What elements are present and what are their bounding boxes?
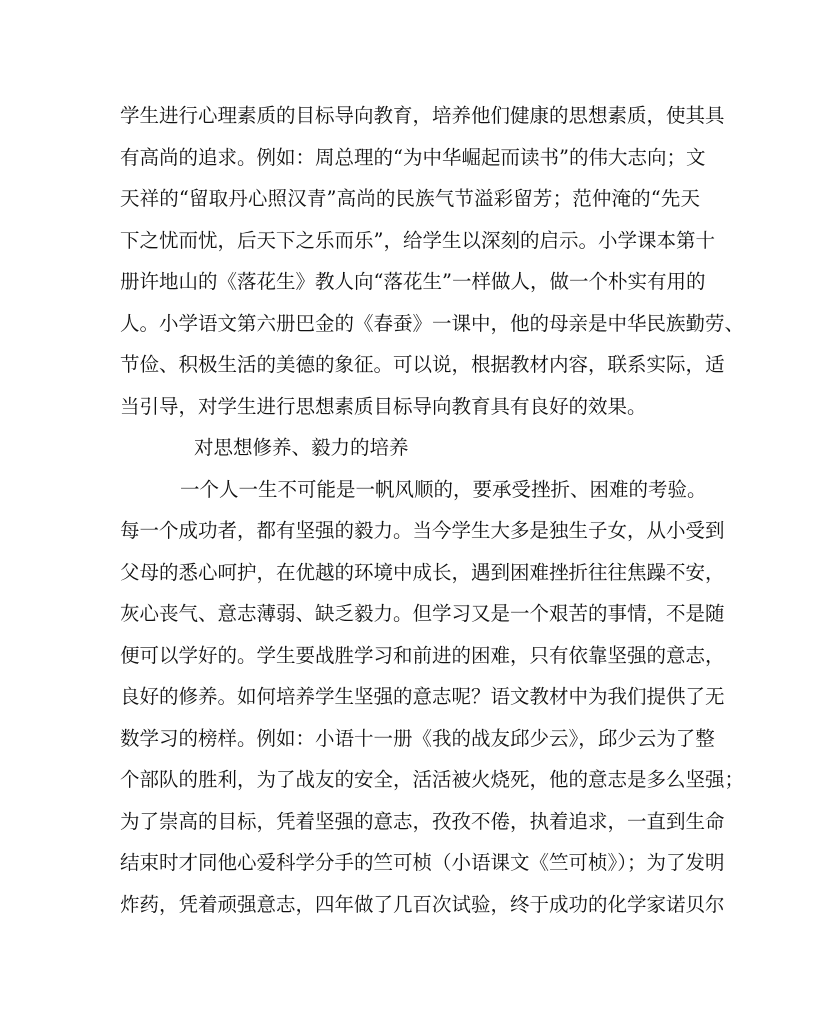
paragraph-line: 有高尚的追求。例如：周总理的“为中华崛起而读书”的伟大志向；文 (120, 145, 706, 169)
paragraph-line: 结束时才同他心爱科学分手的竺可桢（小语课文《竺可桢》）；为了发明 (120, 851, 725, 874)
paragraph-line: 数学习的榜样。例如：小语十一册《我的战友邱少云》，邱少云为了整 (120, 726, 715, 750)
paragraph-line: 灰心丧气、意志薄弱、缺乏毅力。但学习又是一个艰苦的事情，不是随 (120, 602, 725, 625)
paragraph-line: 父母的悉心呵护，在优越的环境中成长，遇到困难挫折往往焦躁不安， (120, 560, 725, 584)
paragraph-first-line: 一个人一生不可能是一帆风顺的，要承受挫折、困难的考验。 (180, 477, 707, 501)
paragraph-line-last: 当引导，对学生进行思想素质目标导向教育具有良好的效果。 (120, 394, 647, 418)
paragraph-line: 良好的修养。如何培养学生坚强的意志呢？语文教材中为我们提供了无 (120, 685, 725, 708)
paragraph-line: 为了崇高的目标，凭着坚强的意志，孜孜不倦，执着追求，一直到生命 (120, 809, 725, 833)
paragraph-line: 每一个成功者，都有坚强的毅力。当今学生大多是独生子女，从小受到 (120, 519, 725, 542)
section-heading: 对思想修养、毅力的培养 (194, 436, 409, 459)
paragraph-line: 人。小学语文第六册巴金的《春蚕》一课中，他的母亲是中华民族勤劳、 (120, 311, 745, 335)
paragraph-line: 天祥的“留取丹心照汉青”高尚的民族气节溢彩留芳；范仲淹的“先天 (120, 187, 700, 210)
paragraph-line: 学生进行心理素质的目标导向教育，培养他们健康的思想素质，使其具 (120, 104, 725, 127)
paragraph-line: 册许地山的《落花生》教人向“落花生”一样做人，做一个朴实有用的 (120, 270, 706, 293)
paragraph-line: 炸药，凭着顽强意志，四年做了几百次试验，终于成功的化学家诺贝尔 (120, 892, 725, 916)
document-body (120, 95, 745, 925)
paragraph-line: 下之忧而忧，后天下之乐而乐”，给学生以深刻的启示。小学课本第十 (120, 228, 715, 252)
paragraph-line: 个部队的胜利，为了战友的安全，活活被火烧死，他的意志是多么坚强； (120, 768, 745, 791)
paragraph-line: 节俭、积极生活的美德的象征。可以说，根据教材内容，联系实际，适 (120, 353, 725, 376)
paragraph-line: 便可以学好的。学生要战胜学习和前进的困难，只有依靠坚强的意志， (120, 643, 725, 667)
